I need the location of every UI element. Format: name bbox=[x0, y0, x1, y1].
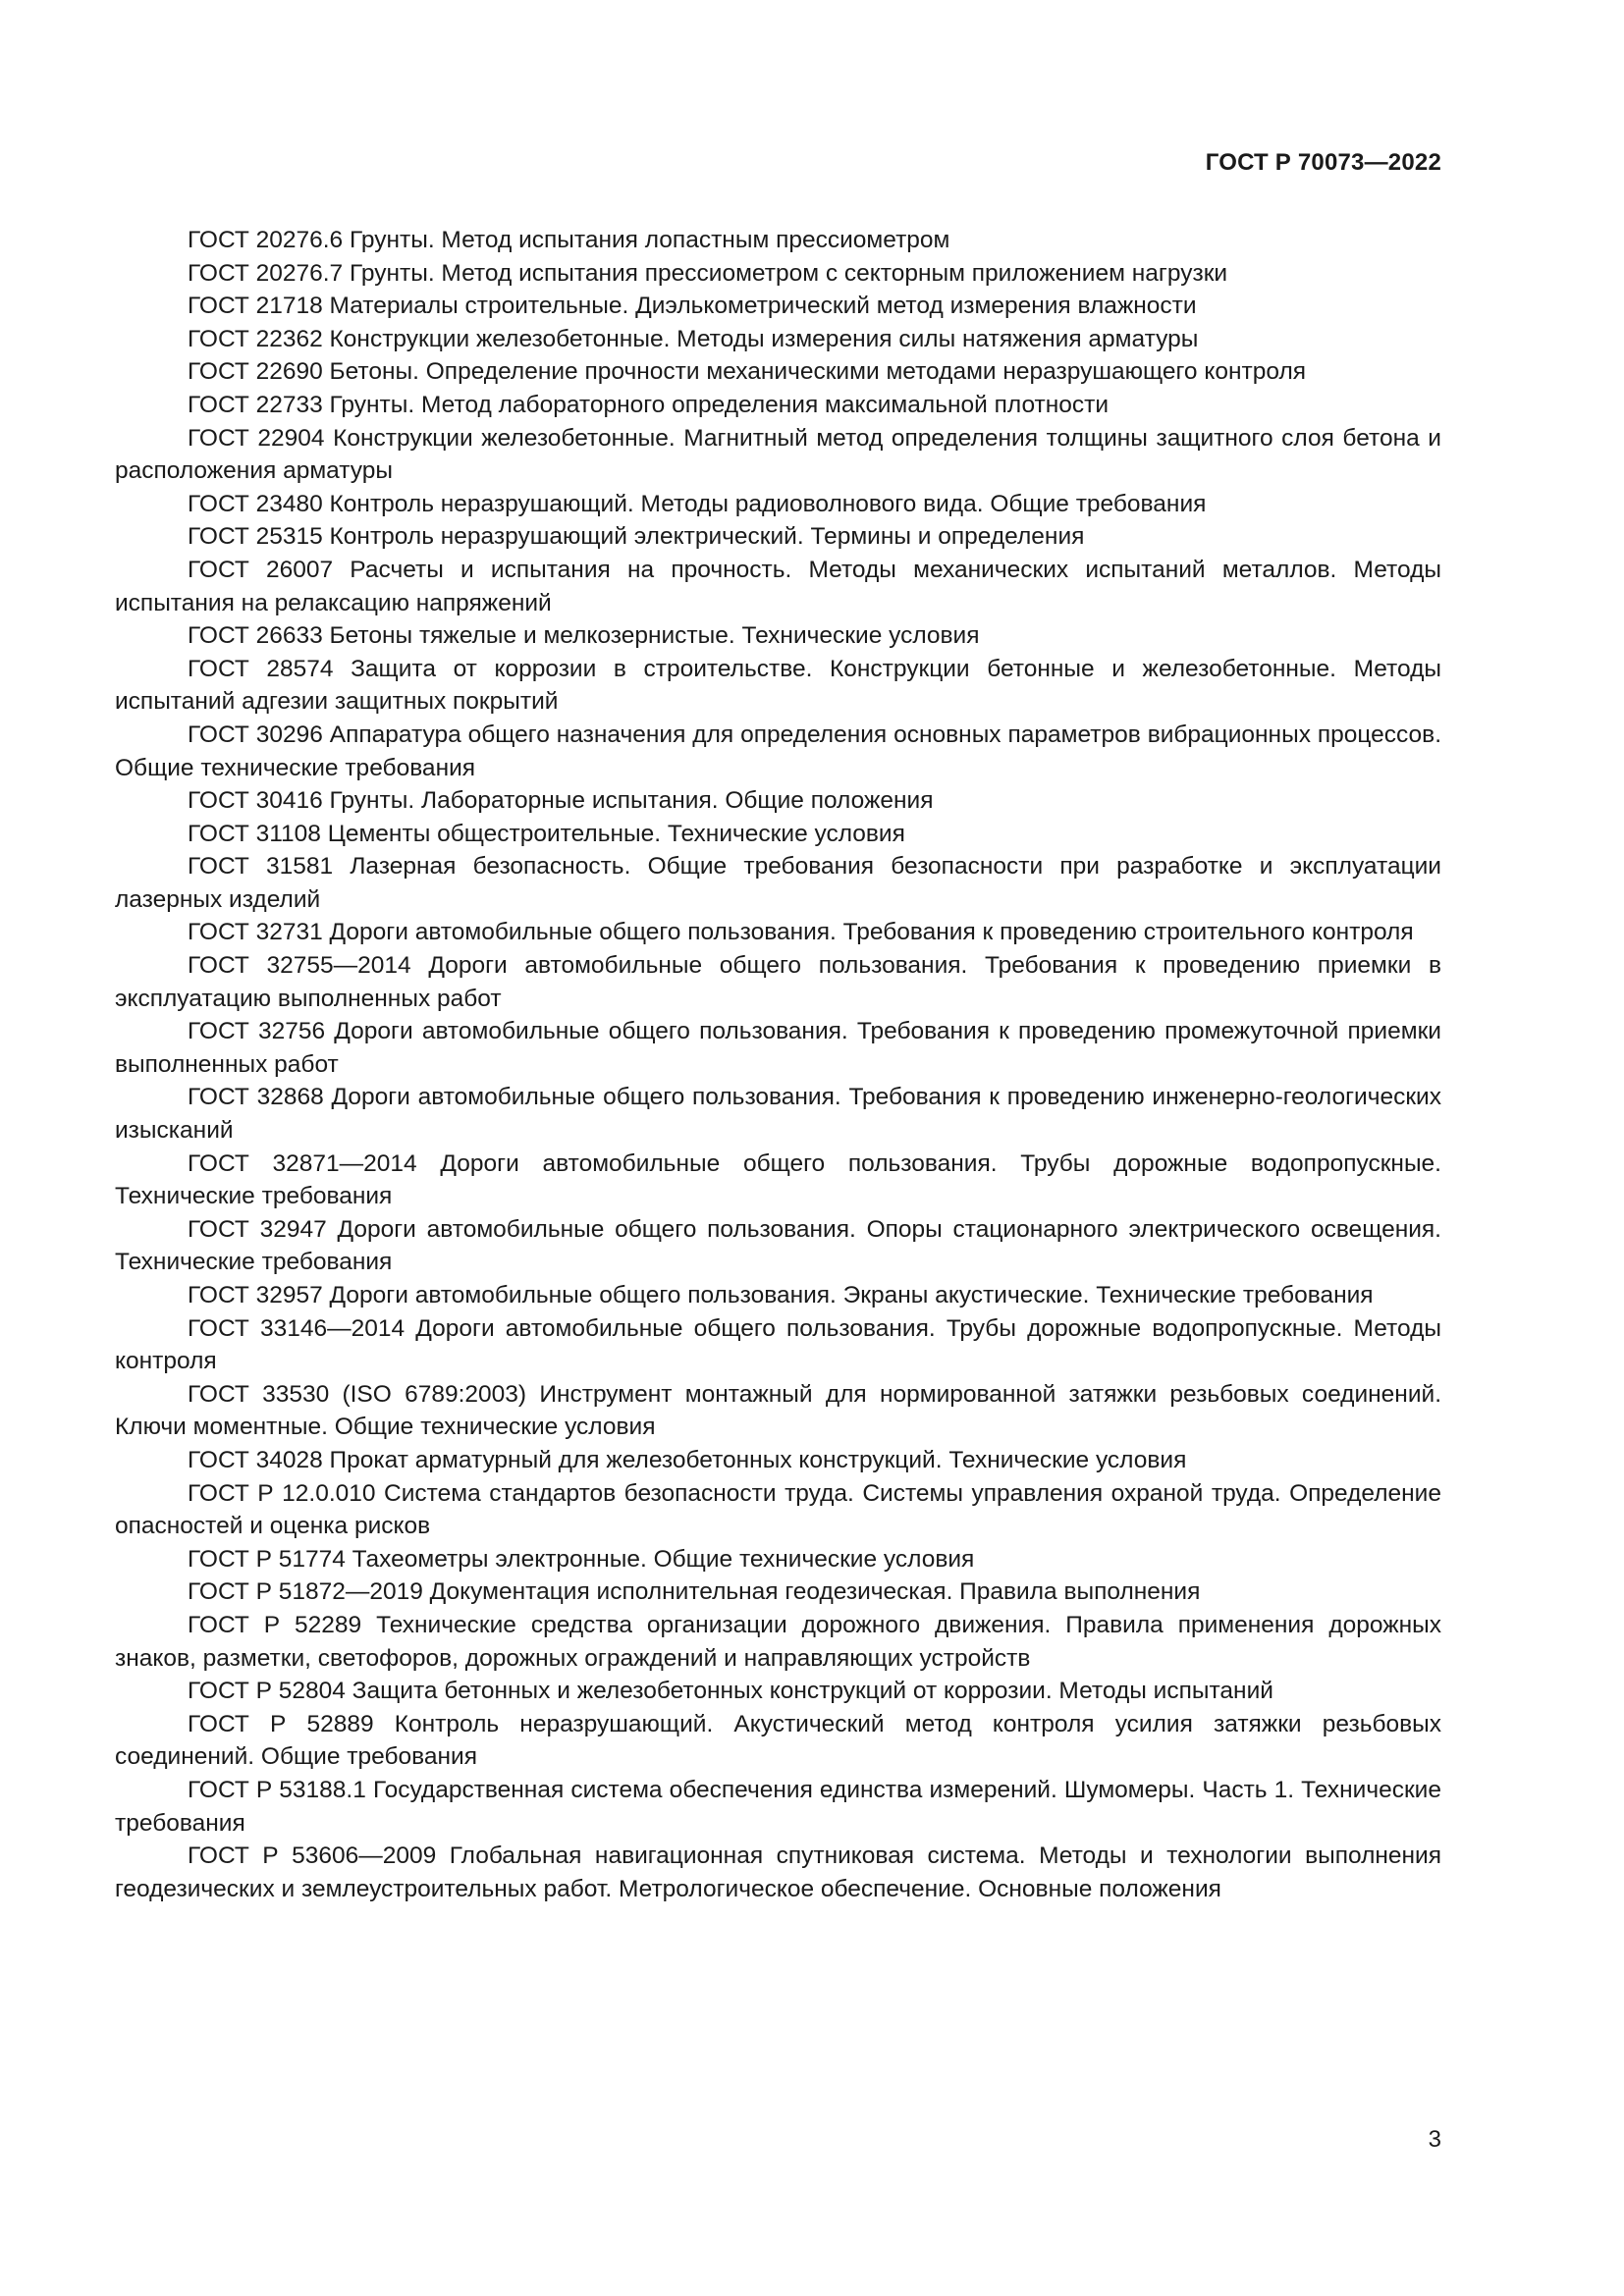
reference-item: ГОСТ 30416 Грунты. Лабораторные испытания. Общие положения bbox=[188, 787, 934, 815]
reference-item: ГОСТ 31581 Лазерная безопасность. Общие требования безопасности при разработке и эксплуатации лазерных изделий bbox=[115, 853, 1441, 913]
reference-item: ГОСТ 33530 (ISO 6789:2003) Инструмент монтажный для нормированной затяжки резьбовых соединений. Ключи моментные. Общие технические условия bbox=[115, 1380, 1441, 1441]
reference-item: ГОСТ 26633 Бетоны тяжелые и мелкозернистые. Технические условия bbox=[188, 622, 980, 650]
reference-item: ГОСТ Р 53188.1 Государственная система обеспечения единства измерений. Шумомеры. Часть 1. Технические требования bbox=[115, 1776, 1441, 1837]
reference-item: ГОСТ 28574 Защита от коррозии в строительстве. Конструкции бетонные и железобетонные. Методы испытаний адгезии защитных покрытий bbox=[115, 655, 1441, 716]
reference-item: ГОСТ Р 52804 Защита бетонных и железобетонных конструкций от коррозии. Методы испытаний bbox=[188, 1678, 1273, 1705]
reference-item: ГОСТ Р 51774 Тахеометры электронные. Общие технические условия bbox=[188, 1545, 975, 1573]
reference-item: ГОСТ 32756 Дороги автомобильные общего пользования. Требования к проведению промежуточной приемки выполненных работ bbox=[115, 1018, 1441, 1078]
document-code-header: ГОСТ Р 70073—2022 bbox=[1205, 149, 1441, 176]
reference-item: ГОСТ 22362 Конструкции железобетонные. Методы измерения силы натяжения арматуры bbox=[188, 325, 1199, 352]
reference-item: ГОСТ 23480 Контроль неразрушающий. Методы радиоволнового вида. Общие требования bbox=[188, 490, 1207, 517]
reference-item: ГОСТ 32731 Дороги автомобильные общего пользования. Требования к проведению строительного контроля bbox=[188, 919, 1414, 946]
page-number: 3 bbox=[1428, 2126, 1441, 2153]
reference-item: ГОСТ 33146—2014 Дороги автомобильные общего пользования. Трубы дорожные водопропускные. Методы контроля bbox=[115, 1314, 1441, 1375]
reference-item: ГОСТ 31108 Цементы общестроительные. Технические условия bbox=[188, 820, 905, 847]
reference-item: ГОСТ 22904 Конструкции железобетонные. Магнитный метод определения толщины защитного слоя бетона и расположения арматуры bbox=[115, 424, 1441, 485]
reference-item: ГОСТ 32957 Дороги автомобильные общего пользования. Экраны акустические. Технические требования bbox=[188, 1282, 1374, 1308]
reference-item: ГОСТ 34028 Прокат арматурный для железобетонных конструкций. Технические условия bbox=[188, 1446, 1187, 1473]
reference-item: ГОСТ 32871—2014 Дороги автомобильные общего пользования. Трубы дорожные водопропускные. Технические требования bbox=[115, 1149, 1441, 1210]
reference-item: ГОСТ 25315 Контроль неразрушающий электрический. Термины и определения bbox=[188, 523, 1085, 551]
reference-item: ГОСТ Р 52889 Контроль неразрушающий. Акустический метод контроля усилия затяжки резьбовых соединений. Общие требования bbox=[115, 1710, 1441, 1771]
reference-item: ГОСТ 21718 Материалы строительные. Диэлькометрический метод измерения влажности bbox=[188, 293, 1197, 320]
reference-item: ГОСТ 20276.7 Грунты. Метод испытания прессиометром с секторным приложением нагрузки bbox=[188, 259, 1228, 287]
reference-item: ГОСТ Р 51872—2019 Документация исполнительная геодезическая. Правила выполнения bbox=[188, 1578, 1201, 1606]
reference-item: ГОСТ Р 53606—2009 Глобальная навигационная спутниковая система. Методы и технологии выполнения геодезических и землеустроительных работ. Метрологическое обеспечение. Основные положения bbox=[115, 1842, 1441, 1902]
reference-item: ГОСТ 30296 Аппаратура общего назначения для определения основных параметров вибрационных процессов. Общие технические требования bbox=[115, 721, 1441, 781]
reference-item: ГОСТ 32755—2014 Дороги автомобильные общего пользования. Требования к проведению приемки в эксплуатацию выполненных работ bbox=[115, 952, 1441, 1012]
reference-item: ГОСТ 26007 Расчеты и испытания на прочность. Методы механических испытаний металлов. Методы испытания на релаксацию напряжений bbox=[115, 556, 1441, 616]
reference-item: ГОСТ 22690 Бетоны. Определение прочности механическими методами неразрушающего контроля bbox=[188, 358, 1307, 386]
reference-item: ГОСТ Р 12.0.010 Система стандартов безопасности труда. Системы управления охраной труда. Определение опасностей и оценка рисков bbox=[115, 1479, 1441, 1540]
reference-item: ГОСТ 20276.6 Грунты. Метод испытания лопастным прессиометром bbox=[188, 227, 950, 253]
reference-item: ГОСТ 22733 Грунты. Метод лабораторного определения максимальной плотности bbox=[188, 391, 1110, 418]
reference-item: ГОСТ Р 52289 Технические средства организации дорожного движения. Правила применения дорожных знаков, разметки, светофоров, дорожных ограждений и направляющих устройств bbox=[115, 1611, 1441, 1672]
reference-item: ГОСТ 32947 Дороги автомобильные общего пользования. Опоры стационарного электрического освещения. Технические требования bbox=[115, 1215, 1441, 1276]
reference-item: ГОСТ 32868 Дороги автомобильные общего пользования. Требования к проведению инженерно-геологических изысканий bbox=[115, 1084, 1441, 1145]
normative-references-list bbox=[115, 224, 1441, 1905]
